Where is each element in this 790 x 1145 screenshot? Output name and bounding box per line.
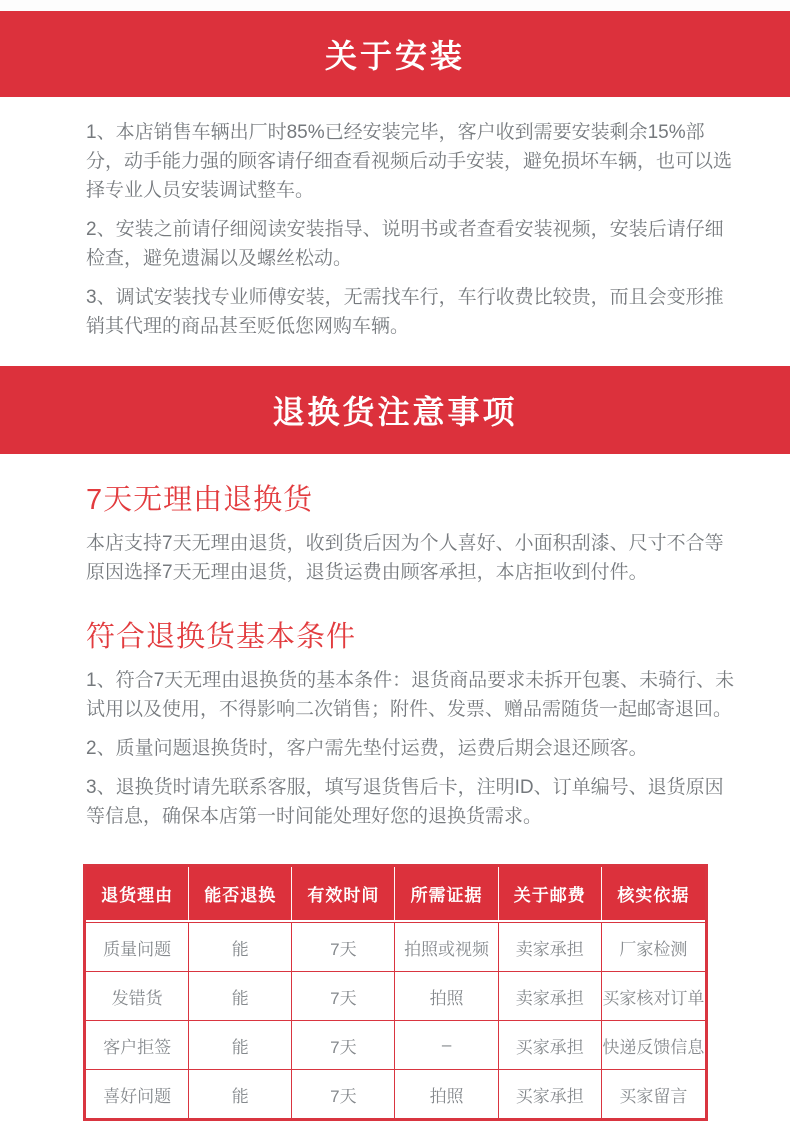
policy-table-header-cell: 有效时间	[292, 867, 395, 920]
policy-table-cell: 拍照	[395, 972, 498, 1020]
policy-table-cell: 拍照	[395, 1070, 498, 1118]
return-conditions-paragraph-3: 3、退换货时请先联系客服，填写退货售后卡，注明ID、订单编号、退货原因等信息，确保本店第一时间能处理好您的退换货需求。	[86, 777, 724, 827]
policy-table-cell: 快递反馈信息	[602, 1037, 705, 1057]
installation-paragraph-3: 3、调试安装找专业师傅安装，无需找车行，车行收费比较贵，而且会变形推销其代理的商品甚至贬低您网购车辆。	[86, 287, 724, 337]
policy-table-cell: 卖家承担	[499, 972, 602, 1020]
no-reason-return-heading: 7天无理由退换货	[86, 484, 314, 516]
returns-banner	[0, 366, 790, 454]
policy-table-cell: 能	[189, 1021, 292, 1069]
policy-table-cell: 买家核对订单	[602, 988, 705, 1008]
returns-section	[0, 454, 790, 1133]
installation-banner	[0, 11, 790, 97]
return-policy-table	[83, 864, 708, 1121]
policy-table-header-cell: 退货理由	[86, 867, 189, 920]
policy-table-header-cell: 所需证据	[395, 867, 498, 920]
policy-table-cell: 7天	[292, 923, 395, 971]
policy-table-row	[86, 922, 705, 971]
policy-table-body	[86, 922, 705, 1118]
policy-table-cell: 能	[189, 972, 292, 1020]
installation-paragraph-2: 2、安装之前请仔细阅读安装指导、说明书或者查看安装视频，安装后请仔细检查，避免遗漏以及螺丝松动。	[86, 219, 724, 269]
policy-table-cell: 拍照或视频	[395, 923, 498, 971]
policy-table-cell: –	[395, 1021, 498, 1069]
policy-table-cell: 买家留言	[619, 1086, 688, 1106]
policy-table-cell: 客户拒签	[86, 1021, 189, 1069]
return-conditions-heading: 符合退换货基本条件	[86, 621, 357, 653]
policy-table-row	[86, 971, 705, 1020]
top-spacer	[0, 0, 790, 11]
policy-table-cell: 买家承担	[499, 1070, 602, 1118]
policy-table-header-cell: 关于邮费	[499, 867, 602, 920]
installation-banner-title: 关于安装	[324, 38, 465, 74]
policy-table-header-cell: 能否退换	[189, 867, 292, 920]
policy-table-cell: 7天	[292, 1021, 395, 1069]
policy-table-cell: 7天	[292, 972, 395, 1020]
policy-table-cell: 能	[189, 1070, 292, 1118]
policy-table-header-row	[86, 867, 705, 922]
policy-table-cell: 厂家检测	[619, 939, 688, 959]
return-conditions-paragraph-2: 2、质量问题退换货时，客户需先垫付运费，运费后期会退还顾客。	[86, 738, 648, 759]
bottom-spacer	[0, 1133, 790, 1145]
policy-table-cell: 能	[189, 923, 292, 971]
policy-table-row	[86, 1069, 705, 1118]
return-conditions-paragraph-1: 1、符合7天无理由退换货的基本条件：退货商品要求未拆开包裹、未骑行、未试用以及使用，不得影响二次销售；附件、发票、赠品需随货一起邮寄退回。	[86, 670, 735, 720]
installation-paragraph-1: 1、本店销售车辆出厂时85%已经安装完毕，客户收到需要安装剩余15%部分，动手能力强的顾客请仔细查看视频后动手安装，避免损坏车辆，也可以选择专业人员安装调试整车。	[86, 122, 733, 201]
policy-table-header-cell: 核实依据	[617, 886, 690, 905]
policy-table-row	[86, 1020, 705, 1069]
installation-section	[0, 97, 790, 366]
returns-banner-title: 退换货注意事项	[272, 394, 518, 430]
policy-table-cell: 买家承担	[499, 1021, 602, 1069]
no-reason-return-body: 本店支持7天无理由退货，收到货后因为个人喜好、小面积刮漆、尺寸不合等原因选择7天无理由退货，退货运费由顾客承担，本店拒收到付件。	[86, 533, 724, 583]
policy-table-cell: 7天	[292, 1070, 395, 1118]
policy-table-cell: 发错货	[86, 972, 189, 1020]
policy-table-cell: 喜好问题	[86, 1070, 189, 1118]
policy-table-cell: 卖家承担	[499, 923, 602, 971]
policy-table-cell: 质量问题	[86, 923, 189, 971]
